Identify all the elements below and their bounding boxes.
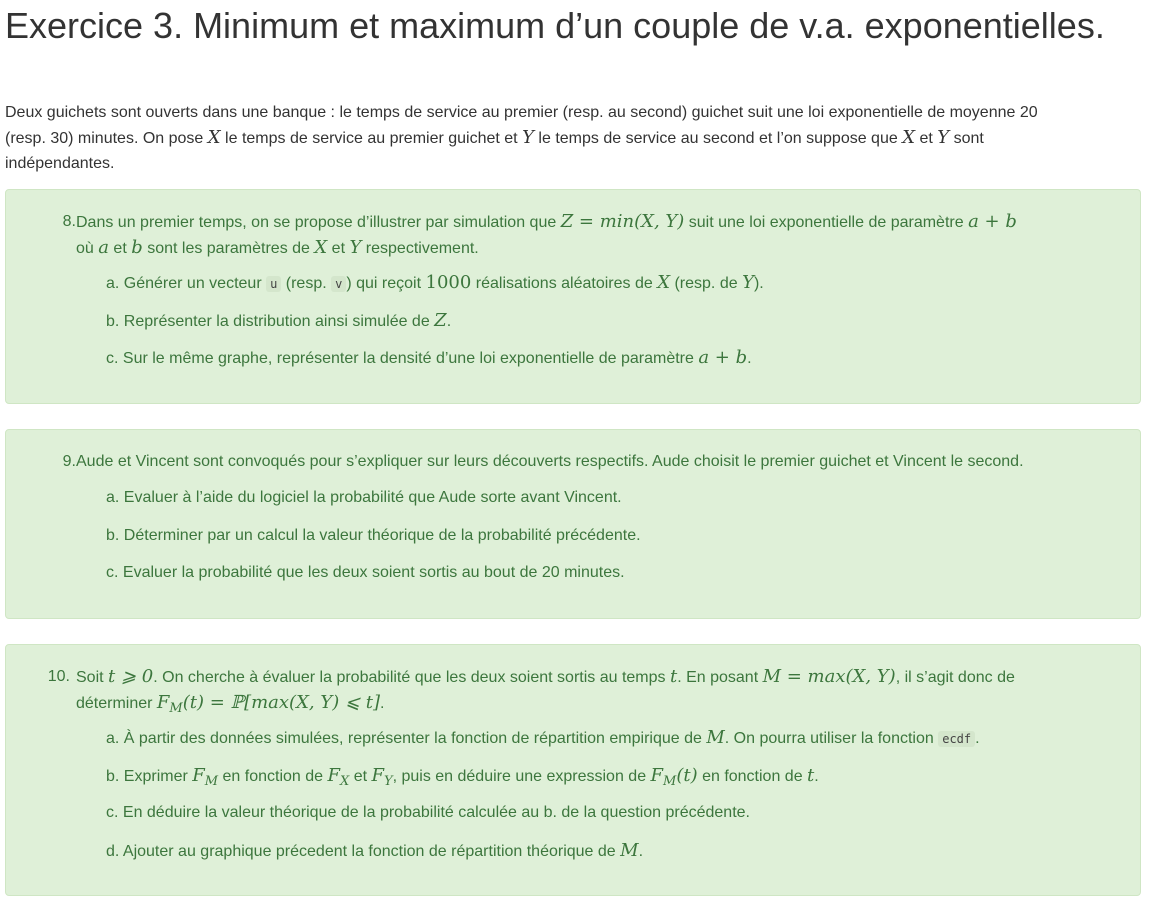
question-text: sont les paramètres de	[142, 240, 315, 257]
q9-subitem-c: c. Evaluer la probabilité que les deux soient sortis au bout de 20 minutes.	[106, 564, 625, 581]
subitem-text: en fonction de	[218, 768, 328, 785]
q10-subitem-b	[106, 765, 819, 793]
math-t: t	[669, 666, 678, 687]
subitem-text: a. Générer un vecteur	[106, 275, 267, 292]
math-X: X	[657, 272, 671, 293]
question-number: 9.	[62, 453, 76, 470]
question-text: , il s’agit donc de	[895, 669, 1015, 686]
math-t-ge-0: t ⩾ 0	[108, 666, 154, 687]
math-F: F	[371, 765, 384, 786]
subitem-text: .	[814, 768, 819, 785]
question-number: 10.	[47, 668, 70, 685]
math-z-min: Z = min(X, Y)	[560, 211, 685, 232]
question-text: et	[327, 240, 350, 257]
question-10-text	[76, 664, 1136, 721]
intro-line-1: Deux guichets sont ouverts dans une banque : le temps de service au premier (resp. au second) guichet suit une loi exponentielle de moyenne 20	[5, 104, 1038, 121]
subitem-text: en fonction de	[697, 768, 808, 785]
math-a-plus-b: a + b	[698, 347, 748, 368]
math-X: X	[902, 127, 916, 148]
math-Y: Y	[742, 272, 754, 293]
subitem-text: .	[446, 313, 452, 330]
intro-text: (resp. 30) minutes. On pose	[5, 130, 208, 147]
math-Z: Z	[434, 310, 447, 331]
math-a-plus-b: a + b	[968, 211, 1017, 232]
intro-line-3: indépendantes.	[5, 155, 115, 172]
math-t: t	[807, 765, 815, 786]
question-text: . En posant	[677, 669, 763, 686]
question-text: .	[380, 695, 385, 712]
math-a: a	[98, 237, 109, 258]
question-text: déterminer	[76, 695, 157, 712]
question-number: 8.	[62, 213, 76, 230]
math-sub-M: M	[204, 774, 219, 790]
q10-subitem-d	[106, 840, 643, 863]
subitem-text: (resp.	[281, 275, 332, 292]
question-text: et	[108, 240, 132, 257]
exercise-title: Exercice 3. Minimum et maximum d’un couple de v.a. exponentielles.	[5, 5, 1105, 46]
math-X: X	[207, 127, 221, 148]
q10-subitem-a	[106, 727, 980, 750]
math-F: F	[156, 692, 170, 713]
subitem-text: et	[349, 768, 372, 785]
math-sub-Y: Y	[383, 774, 393, 790]
math-sub-X: X	[339, 774, 350, 790]
question-8-box	[5, 189, 1141, 404]
subitem-text: .	[638, 843, 644, 860]
math-prob-max: (t) = ℙ[max(X, Y) ⩽ t]	[182, 692, 381, 713]
question-text: . On cherche à évaluer la probabilité que les deux soient sortis au temps	[153, 669, 670, 686]
subitem-text: d. Ajouter au graphique précedent la fonction de répartition théorique de	[106, 843, 621, 860]
subitem-text: b. Représenter la distribution ainsi simulée de	[106, 313, 435, 330]
subitem-text: , puis en déduire une expression de	[392, 768, 651, 785]
question-text: respectivement.	[361, 240, 479, 257]
math-F: F	[327, 765, 340, 786]
intro-paragraph	[5, 100, 1143, 176]
intro-text: le temps de service au second et l’on suppose que	[533, 130, 903, 147]
question-text: Soit	[76, 669, 109, 686]
subitem-text: (resp. de	[670, 275, 743, 292]
subitem-text: .	[747, 350, 752, 367]
subitem-text: ) qui reçoit	[346, 275, 426, 292]
math-Y: Y	[937, 127, 950, 148]
question-9-text: Aude et Vincent sont convoqués pour s’expliquer sur leurs découverts respectifs. Aude choisit le premier guichet et Vincent le second.	[76, 453, 1024, 470]
math-F: F	[192, 765, 205, 786]
question-9-box	[5, 429, 1141, 619]
math-Y: Y	[349, 237, 362, 258]
math-M: M	[706, 727, 725, 748]
intro-line-2	[5, 125, 1143, 151]
math-m-max: M = max(X, Y)	[762, 666, 896, 687]
question-10-box	[5, 644, 1141, 896]
math-of-t: (t)	[676, 765, 698, 786]
code-ecdf: ecdf	[938, 731, 975, 747]
code-u: u	[266, 276, 281, 292]
question-text: Dans un premier temps, on se propose d’illustrer par simulation que	[76, 214, 561, 231]
math-Y: Y	[522, 127, 534, 148]
subitem-text: réalisations aléatoires de	[471, 275, 658, 292]
math-M: M	[620, 840, 639, 861]
subitem-text: ).	[753, 275, 764, 292]
subitem-text: c. Sur le même graphe, représenter la densité d’une loi exponentielle de paramètre	[106, 350, 699, 367]
math-b: b	[131, 237, 143, 258]
subitem-text: b. Exprimer	[106, 768, 193, 785]
q8-subitem-a	[106, 272, 764, 295]
code-v: v	[331, 276, 346, 292]
question-text: suit une loi exponentielle de paramètre	[684, 214, 969, 231]
subitem-text: .	[975, 730, 980, 747]
q8-subitem-b	[106, 310, 451, 333]
math-X: X	[314, 237, 328, 258]
intro-text: le temps de service au premier guichet et	[220, 130, 523, 147]
intro-text: sont	[949, 130, 984, 147]
math-F: F	[650, 765, 664, 786]
q9-subitem-a: a. Evaluer à l’aide du logiciel la probabilité que Aude sorte avant Vincent.	[106, 489, 622, 506]
math-1000: 1000	[425, 272, 472, 293]
q10-subitem-c: c. En déduire la valeur théorique de la probabilité calculée au b. de la question précédente.	[106, 804, 750, 821]
math-sub-M: M	[169, 701, 183, 717]
subitem-text: a. À partir des données simulées, représenter la fonction de répartition empirique de	[106, 730, 707, 747]
intro-text: et	[915, 130, 938, 147]
q9-subitem-b: b. Déterminer par un calcul la valeur théorique de la probabilité précédente.	[106, 527, 641, 544]
question-text: où	[76, 240, 99, 257]
q8-subitem-c	[106, 347, 752, 370]
math-sub-M: M	[663, 774, 677, 790]
question-8-text	[76, 209, 1136, 261]
subitem-text: . On pourra utiliser la fonction	[724, 730, 939, 747]
